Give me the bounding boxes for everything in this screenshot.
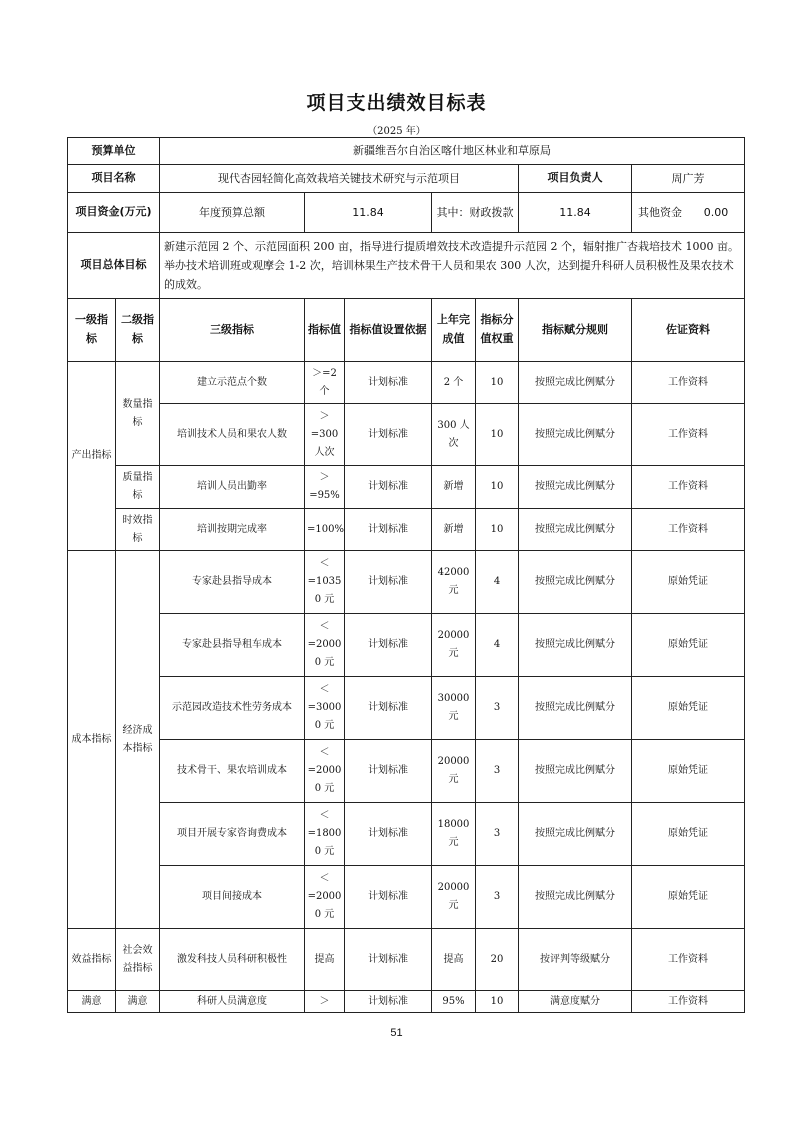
cell-last: 20000 元 [432,866,476,929]
cell-basis: 计划标准 [345,404,432,466]
group-benefit: 效益指标 [68,929,116,991]
cell-evidence: 工作资料 [632,404,745,466]
cell-rule: 按照完成比例赋分 [519,614,632,677]
cell-last: 2 个 [432,362,476,404]
cell-evidence: 原始凭证 [632,866,745,929]
project-name-label: 项目名称 [68,165,160,193]
cell-weight: 4 [476,551,519,614]
group-timeliness: 时效指标 [116,509,160,551]
col-evidence: 佐证资料 [632,299,745,362]
cell-value: ＞ =95% [305,466,345,509]
col-value: 指标值 [305,299,345,362]
cell-value: ＞ =300 人次 [305,404,345,466]
cell-basis: 计划标准 [345,740,432,803]
project-name-row [68,165,745,193]
cell-value: ＜ =2000 0 元 [305,866,345,929]
cell-basis: 计划标准 [345,509,432,551]
cell-indicator: 技术骨干、果农培训成本 [160,740,305,803]
performance-table [67,137,745,1013]
table-row [68,929,745,991]
table-row [68,404,745,466]
cell-indicator: 培训按期完成率 [160,509,305,551]
group-social-benefit: 社会效益指标 [116,929,160,991]
project-name-value: 现代杏园轻简化高效栽培关键技术研究与示范项目 [160,165,519,193]
cell-last: 95% [432,991,476,1013]
table-row [68,551,745,614]
page-title: 项目支出绩效目标表 [306,92,487,114]
cell-value: ＞ [305,991,345,1013]
other-funds-label: 其他资金 [638,205,682,219]
group-economic-cost: 经济成本指标 [116,551,160,929]
budget-unit-row [68,138,745,165]
cell-evidence: 原始凭证 [632,803,745,866]
col-weight: 指标分值权重 [476,299,519,362]
cell-last: 18000 元 [432,803,476,866]
funds-row [68,193,745,233]
cell-evidence: 工作资料 [632,509,745,551]
table-row [68,866,745,929]
cell-value: ＞=2 个 [305,362,345,404]
cell-evidence: 工作资料 [632,929,745,991]
cell-rule: 按照完成比例赋分 [519,551,632,614]
cell-evidence: 工作资料 [632,362,745,404]
cell-value: 提高 [305,929,345,991]
cell-weight: 10 [476,404,519,466]
cell-basis: 计划标准 [345,929,432,991]
cell-indicator: 项目间接成本 [160,866,305,929]
cell-basis: 计划标准 [345,866,432,929]
cell-basis: 计划标准 [345,362,432,404]
cell-basis: 计划标准 [345,677,432,740]
cell-last: 300 人次 [432,404,476,466]
table-row [68,991,745,1013]
group-quality: 质量指标 [116,466,160,509]
cell-evidence: 原始凭证 [632,740,745,803]
cell-indicator: 科研人员满意度 [160,991,305,1013]
group-satisfaction-l2: 满意 [116,991,160,1013]
cell-basis: 计划标准 [345,551,432,614]
group-output: 产出指标 [68,362,116,551]
overall-goal-text: 新建示范园 2 个、示范园面积 200 亩，指导进行提质增效技术改造提升示范园 2 个，辐射推广杏栽培技术 1000 亩。举办技术培训班或观摩会 1-2 次，培训林果生产技术骨干人员和果农 300 人次，达到提升科研人员积极性及果农技术的成效。 [160,233,745,299]
cell-last: 42000 元 [432,551,476,614]
cell-evidence: 原始凭证 [632,551,745,614]
cell-value: =100% [305,509,345,551]
cell-evidence: 工作资料 [632,991,745,1013]
cell-indicator: 培训人员出勤率 [160,466,305,509]
cell-rule: 按照完成比例赋分 [519,404,632,466]
cell-rule: 按评判等级赋分 [519,929,632,991]
cell-evidence: 原始凭证 [632,614,745,677]
cell-last: 新增 [432,466,476,509]
budget-unit-value: 新疆维吾尔自治区喀什地区林业和草原局 [160,138,745,165]
cell-indicator: 示范园改造技术性劳务成本 [160,677,305,740]
cell-indicator: 建立示范点个数 [160,362,305,404]
col-last-year: 上年完成值 [432,299,476,362]
cell-basis: 计划标准 [345,614,432,677]
cell-rule: 按照完成比例赋分 [519,740,632,803]
cell-weight: 10 [476,362,519,404]
cell-basis: 计划标准 [345,803,432,866]
cell-last: 提高 [432,929,476,991]
cell-basis: 计划标准 [345,466,432,509]
cell-indicator: 专家赴县指导租车成本 [160,614,305,677]
group-cost: 成本指标 [68,551,116,929]
cell-evidence: 工作资料 [632,466,745,509]
cell-weight: 3 [476,677,519,740]
annual-budget-value: 11.84 [305,193,432,233]
table-row [68,677,745,740]
column-header-row [68,299,745,362]
funds-label: 项目资金(万元) [68,193,160,233]
cell-value: ＜ =2000 0 元 [305,740,345,803]
col-rule: 指标赋分规则 [519,299,632,362]
cell-value: ＜ =1035 0 元 [305,551,345,614]
cell-last: 新增 [432,509,476,551]
cell-last: 20000 元 [432,614,476,677]
cell-rule: 满意度赋分 [519,991,632,1013]
cell-rule: 按照完成比例赋分 [519,866,632,929]
cell-value: ＜ =1800 0 元 [305,803,345,866]
cell-weight: 3 [476,803,519,866]
cell-indicator: 激发科技人员科研积极性 [160,929,305,991]
cell-evidence: 原始凭证 [632,677,745,740]
cell-weight: 10 [476,991,519,1013]
other-funds-value: 0.00 [703,205,729,219]
table-row [68,740,745,803]
project-leader-value: 周广芳 [632,165,745,193]
project-leader-label: 项目负责人 [519,165,632,193]
cell-last: 30000 元 [432,677,476,740]
year-subtitle: （2025 年） [367,126,426,137]
other-funds-cell [632,193,745,233]
cell-rule: 按照完成比例赋分 [519,803,632,866]
table-row [68,803,745,866]
cell-weight: 3 [476,866,519,929]
group-quantity: 数量指标 [116,362,160,466]
cell-value: ＜ =3000 0 元 [305,677,345,740]
fiscal-label: 其中：财政拨款 [432,193,519,233]
cell-weight: 20 [476,929,519,991]
overall-goal-row [68,233,745,299]
cell-value: ＜ =2000 0 元 [305,614,345,677]
cell-indicator: 培训技术人员和果农人数 [160,404,305,466]
page-number: 51 [390,1027,403,1039]
cell-indicator: 项目开展专家咨询费成本 [160,803,305,866]
budget-unit-label: 预算单位 [68,138,160,165]
col-level1: 一级指标 [68,299,116,362]
cell-weight: 4 [476,614,519,677]
cell-rule: 按照完成比例赋分 [519,362,632,404]
table-row [68,509,745,551]
cell-rule: 按照完成比例赋分 [519,509,632,551]
cell-weight: 10 [476,509,519,551]
table-row [68,362,745,404]
col-level2: 二级指标 [116,299,160,362]
overall-goal-label: 项目总体目标 [68,233,160,299]
annual-budget-label: 年度预算总额 [160,193,305,233]
cell-indicator: 专家赴县指导成本 [160,551,305,614]
table-row [68,614,745,677]
col-level3: 三级指标 [160,299,305,362]
cell-weight: 10 [476,466,519,509]
col-basis: 指标值设置依据 [345,299,432,362]
group-satisfaction-l1: 满意 [68,991,116,1013]
cell-weight: 3 [476,740,519,803]
fiscal-value: 11.84 [519,193,632,233]
table-row [68,466,745,509]
cell-basis: 计划标准 [345,991,432,1013]
cell-rule: 按照完成比例赋分 [519,677,632,740]
cell-rule: 按照完成比例赋分 [519,466,632,509]
cell-last: 20000 元 [432,740,476,803]
